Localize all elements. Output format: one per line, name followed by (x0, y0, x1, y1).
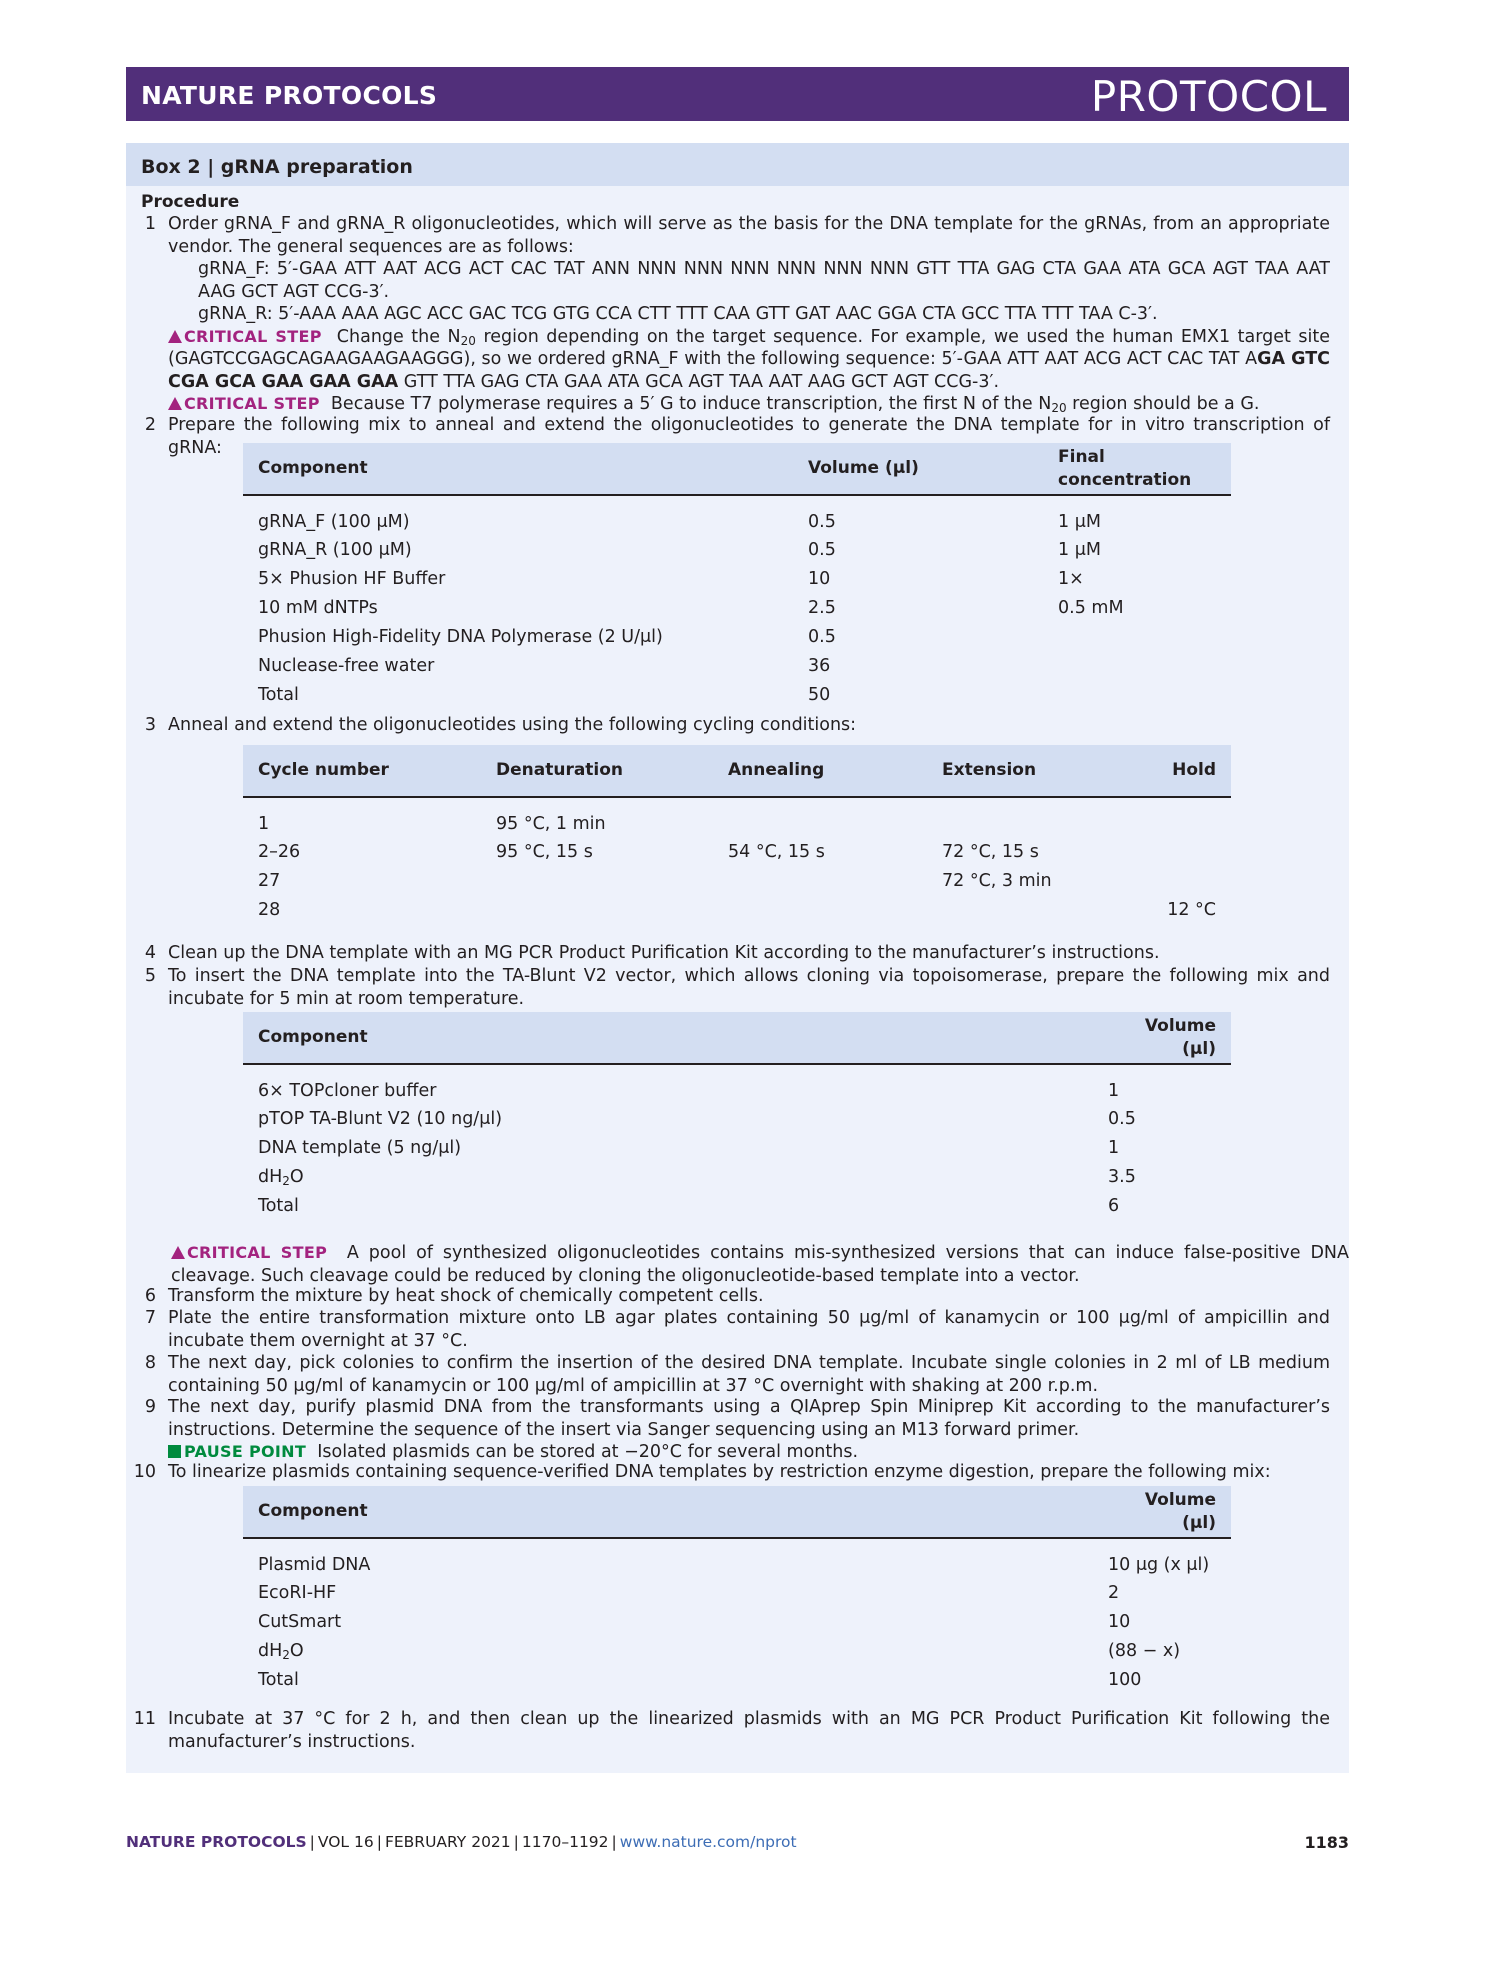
step-9-text: The next day, purify plasmid DNA from the transformants using a QIAprep Spin Miniprep Kit according to the manufacturer’s instructions. Determine the sequence of the insert via Sanger sequencing using an M13 forward primer. (168, 1397, 1330, 1440)
column-header: Denaturation (481, 745, 713, 797)
column-header: Extension (927, 745, 1127, 797)
grna-r-sequence: gRNA_R: 5′-AAA AAA AGC ACC GAC TCG GTG CCA CTT TTT CAA GTT GAT AAC GGA CTA GCC TTA TTT TAA C-3′. (198, 304, 1158, 324)
topo-cloning-table (243, 1012, 1231, 1221)
journal-header (126, 67, 1349, 121)
pcr-mix-table (243, 443, 1231, 710)
step-text: Transform the mixture by heat shock of chemically competent cells. (168, 1286, 764, 1306)
footer-journal: NATURE PROTOCOLS (126, 1833, 307, 1851)
footer-date: FEBRUARY 2021 (384, 1833, 511, 1851)
step-text: Prepare the following mix to anneal and extend the oligonucleotides to generate the DNA template for in vitro transcription of gRNA: (168, 415, 1330, 458)
table-row: Nuclease-free water 36 (258, 656, 831, 677)
table-row: $dH_2O$ (88 − x) (258, 1641, 1181, 1663)
grna-f-sequence: gRNA_F: 5′-GAA ATT AAT ACG ACT CAC TAT ANN NNN NNN NNN NNN NNN NNN GTT TTA GAG CTA GAA ATA GCA AGT TAA AAT AAG GCT AGT CCG-3′. (198, 259, 1330, 302)
step-number: 7 (144, 1308, 156, 1328)
table-row: CutSmart 10 (258, 1612, 1131, 1633)
step-text: To insert the DNA template into the TA-Blunt V2 vector, which allows cloning via topoisomerase, prepare the following mix and incubate for 5 min at room temperature. (168, 966, 1330, 1009)
table-row: EcoRI-HF 2 (258, 1583, 1120, 1604)
column-header: Component (243, 443, 793, 495)
warning-triangle-icon (171, 1246, 185, 1259)
column-header: Cycle number (243, 745, 481, 797)
page-number: 1183 (1304, 1833, 1349, 1852)
column-header: Component (243, 1012, 1093, 1064)
table-row: Total 6 (258, 1196, 1120, 1217)
box-panel (126, 143, 1349, 1773)
table-row: 5× Phusion HF Buffer 10 1× (258, 569, 1084, 590)
step-text: To linearize plasmids containing sequence-verified DNA templates by restriction enzyme digestion, prepare the following mix: (168, 1462, 1271, 1482)
table-row: pTOP TA-Blunt V2 (10 ng/μl) 0.5 (258, 1109, 1136, 1130)
step-text: Anneal and extend the oligonucleotides using the following cycling conditions: (168, 715, 857, 735)
step-text (168, 1396, 1330, 1464)
table-row: Phusion High-Fidelity DNA Polymerase (2 U/μl) 0.5 (258, 627, 836, 648)
box-title: Box 2 | gRNA preparation (141, 156, 413, 178)
pause-point: PAUSE POINT Isolated plasmids can be stored at −20°C for several months. (168, 1441, 1330, 1464)
article-type: PROTOCOL (1090, 72, 1327, 121)
step-text: The next day, pick colonies to confirm the insertion of the desired DNA template. Incubate single colonies in 2 ml of LB medium containing 50 μg/ml of kanamycin or 100 μg/ml of ampicillin at 37 °C overnight with shaking at 200 r.p.m. (168, 1353, 1330, 1396)
footer-volume: VOL 16 (317, 1833, 374, 1851)
table-row: 2–26 95 °C, 15 s 54 °C, 15 s 72 °C, 15 s (258, 842, 1039, 863)
step-number: 9 (144, 1397, 156, 1417)
warning-triangle-icon (168, 397, 182, 410)
step-number: 2 (144, 415, 156, 435)
procedure-heading: Procedure (141, 192, 240, 212)
table-row: DNA template (5 ng/μl) 1 (258, 1138, 1120, 1159)
step-number: 5 (144, 966, 156, 986)
table-row: 27 72 °C, 3 min (258, 871, 1052, 892)
step-text: Clean up the DNA template with an MG PCR Product Purification Kit according to the manufacturer’s instructions. (168, 943, 1160, 963)
critical-step-2: CRITICAL STEP Because T7 polymerase requires a 5′ G to induce transcription, the first N of the $N_{20}$ region should be a G. (168, 393, 1330, 416)
digestion-mix-table (243, 1486, 1231, 1695)
column-header: Component (243, 1486, 1093, 1538)
step-number: 10 (133, 1462, 156, 1482)
step-number: 6 (144, 1286, 156, 1306)
step-number: 3 (144, 715, 156, 735)
critical-step-label: CRITICAL STEP (168, 394, 320, 413)
cycling-conditions-table (243, 745, 1231, 925)
column-header: Hold (1127, 745, 1231, 797)
critical-step-label: CRITICAL STEP (171, 1243, 327, 1262)
table-row: Total 50 (258, 685, 831, 706)
footer-pages: 1170–1192 (521, 1833, 609, 1851)
column-header: Final concentration (1043, 443, 1231, 495)
column-header: Annealing (713, 745, 927, 797)
page-footer: NATURE PROTOCOLS | VOL 16 | FEBRUARY 2021 | 1170–1192 | www.nature.com/nprot 1183 (126, 1833, 1349, 1852)
column-header: Volume (μl) (793, 443, 1043, 495)
step-number: 11 (133, 1709, 156, 1729)
critical-step-label: CRITICAL STEP (168, 327, 322, 346)
table-row: 6× TOPcloner buffer 1 (258, 1080, 1120, 1101)
table-row: $dH_2O$ 3.5 (258, 1167, 1136, 1189)
critical-step-1: CRITICAL STEP Change the $N_{20}$ region depending on the target sequence. For example, we used the human EMX1 target site (GAGTCCGAGCAGAAGAAGAAGGG), so we ordered gRNA_F with the following sequence: 5′-GAA ATT AAT ACG ACT CAC TAT AGA GTC CGA GCA GAA GAA GAA GTT TTA GAG CTA GAA ATA GCA AGT TAA AAT AAG GCT AGT CCG-3′. (168, 326, 1330, 392)
table-row: 28 12 °C (258, 900, 1216, 921)
warning-triangle-icon (168, 330, 182, 343)
table-row: 10 mM dNTPs 2.5 0.5 mM (258, 598, 1124, 619)
table-row: Plasmid DNA 10 μg (x μl) (258, 1554, 1210, 1575)
critical-step-3: CRITICAL STEP A pool of synthesized oligonucleotides contains mis-synthesized versions that can induce false-positive DNA cleavage. Such cleavage could be reduced by cloning the oligonucleotide-based template into a vector. (171, 1243, 1349, 1286)
step-number: 8 (144, 1353, 156, 1373)
step-text (168, 213, 1330, 416)
step-number: 1 (144, 214, 156, 234)
box-title-bar (126, 143, 1349, 186)
column-header: Volume (μl) (1093, 1012, 1231, 1064)
column-header: Volume (μl) (1093, 1486, 1231, 1538)
table-row: Total 100 (258, 1670, 1142, 1691)
pause-point-label: PAUSE POINT (168, 1442, 306, 1461)
pause-square-icon (168, 1445, 181, 1458)
step-text: Incubate at 37 °C for 2 h, and then clean up the linearized plasmids with an MG PCR Product Purification Kit following the manufacturer’s instructions. (168, 1709, 1330, 1752)
footer-url[interactable]: www.nature.com/nprot (619, 1833, 797, 1851)
journal-name: NATURE PROTOCOLS (141, 81, 438, 110)
table-row: gRNA_R (100 μM) 0.5 1 μM (258, 540, 1101, 561)
table-row: gRNA_F (100 μM) 0.5 1 μM (258, 511, 1101, 532)
step-1-intro: Order gRNA_F and gRNA_R oligonucleotides, which will serve as the basis for the DNA template for the gRNAs, from an appropriate vendor. The general sequences are as follows: (168, 214, 1330, 257)
step-number: 4 (144, 943, 156, 963)
table-row: 1 95 °C, 1 min (258, 813, 606, 834)
step-text: Plate the entire transformation mixture onto LB agar plates containing 50 μg/ml of kanamycin or 100 μg/ml of ampicillin and incubate them overnight at 37 °C. (168, 1308, 1330, 1351)
